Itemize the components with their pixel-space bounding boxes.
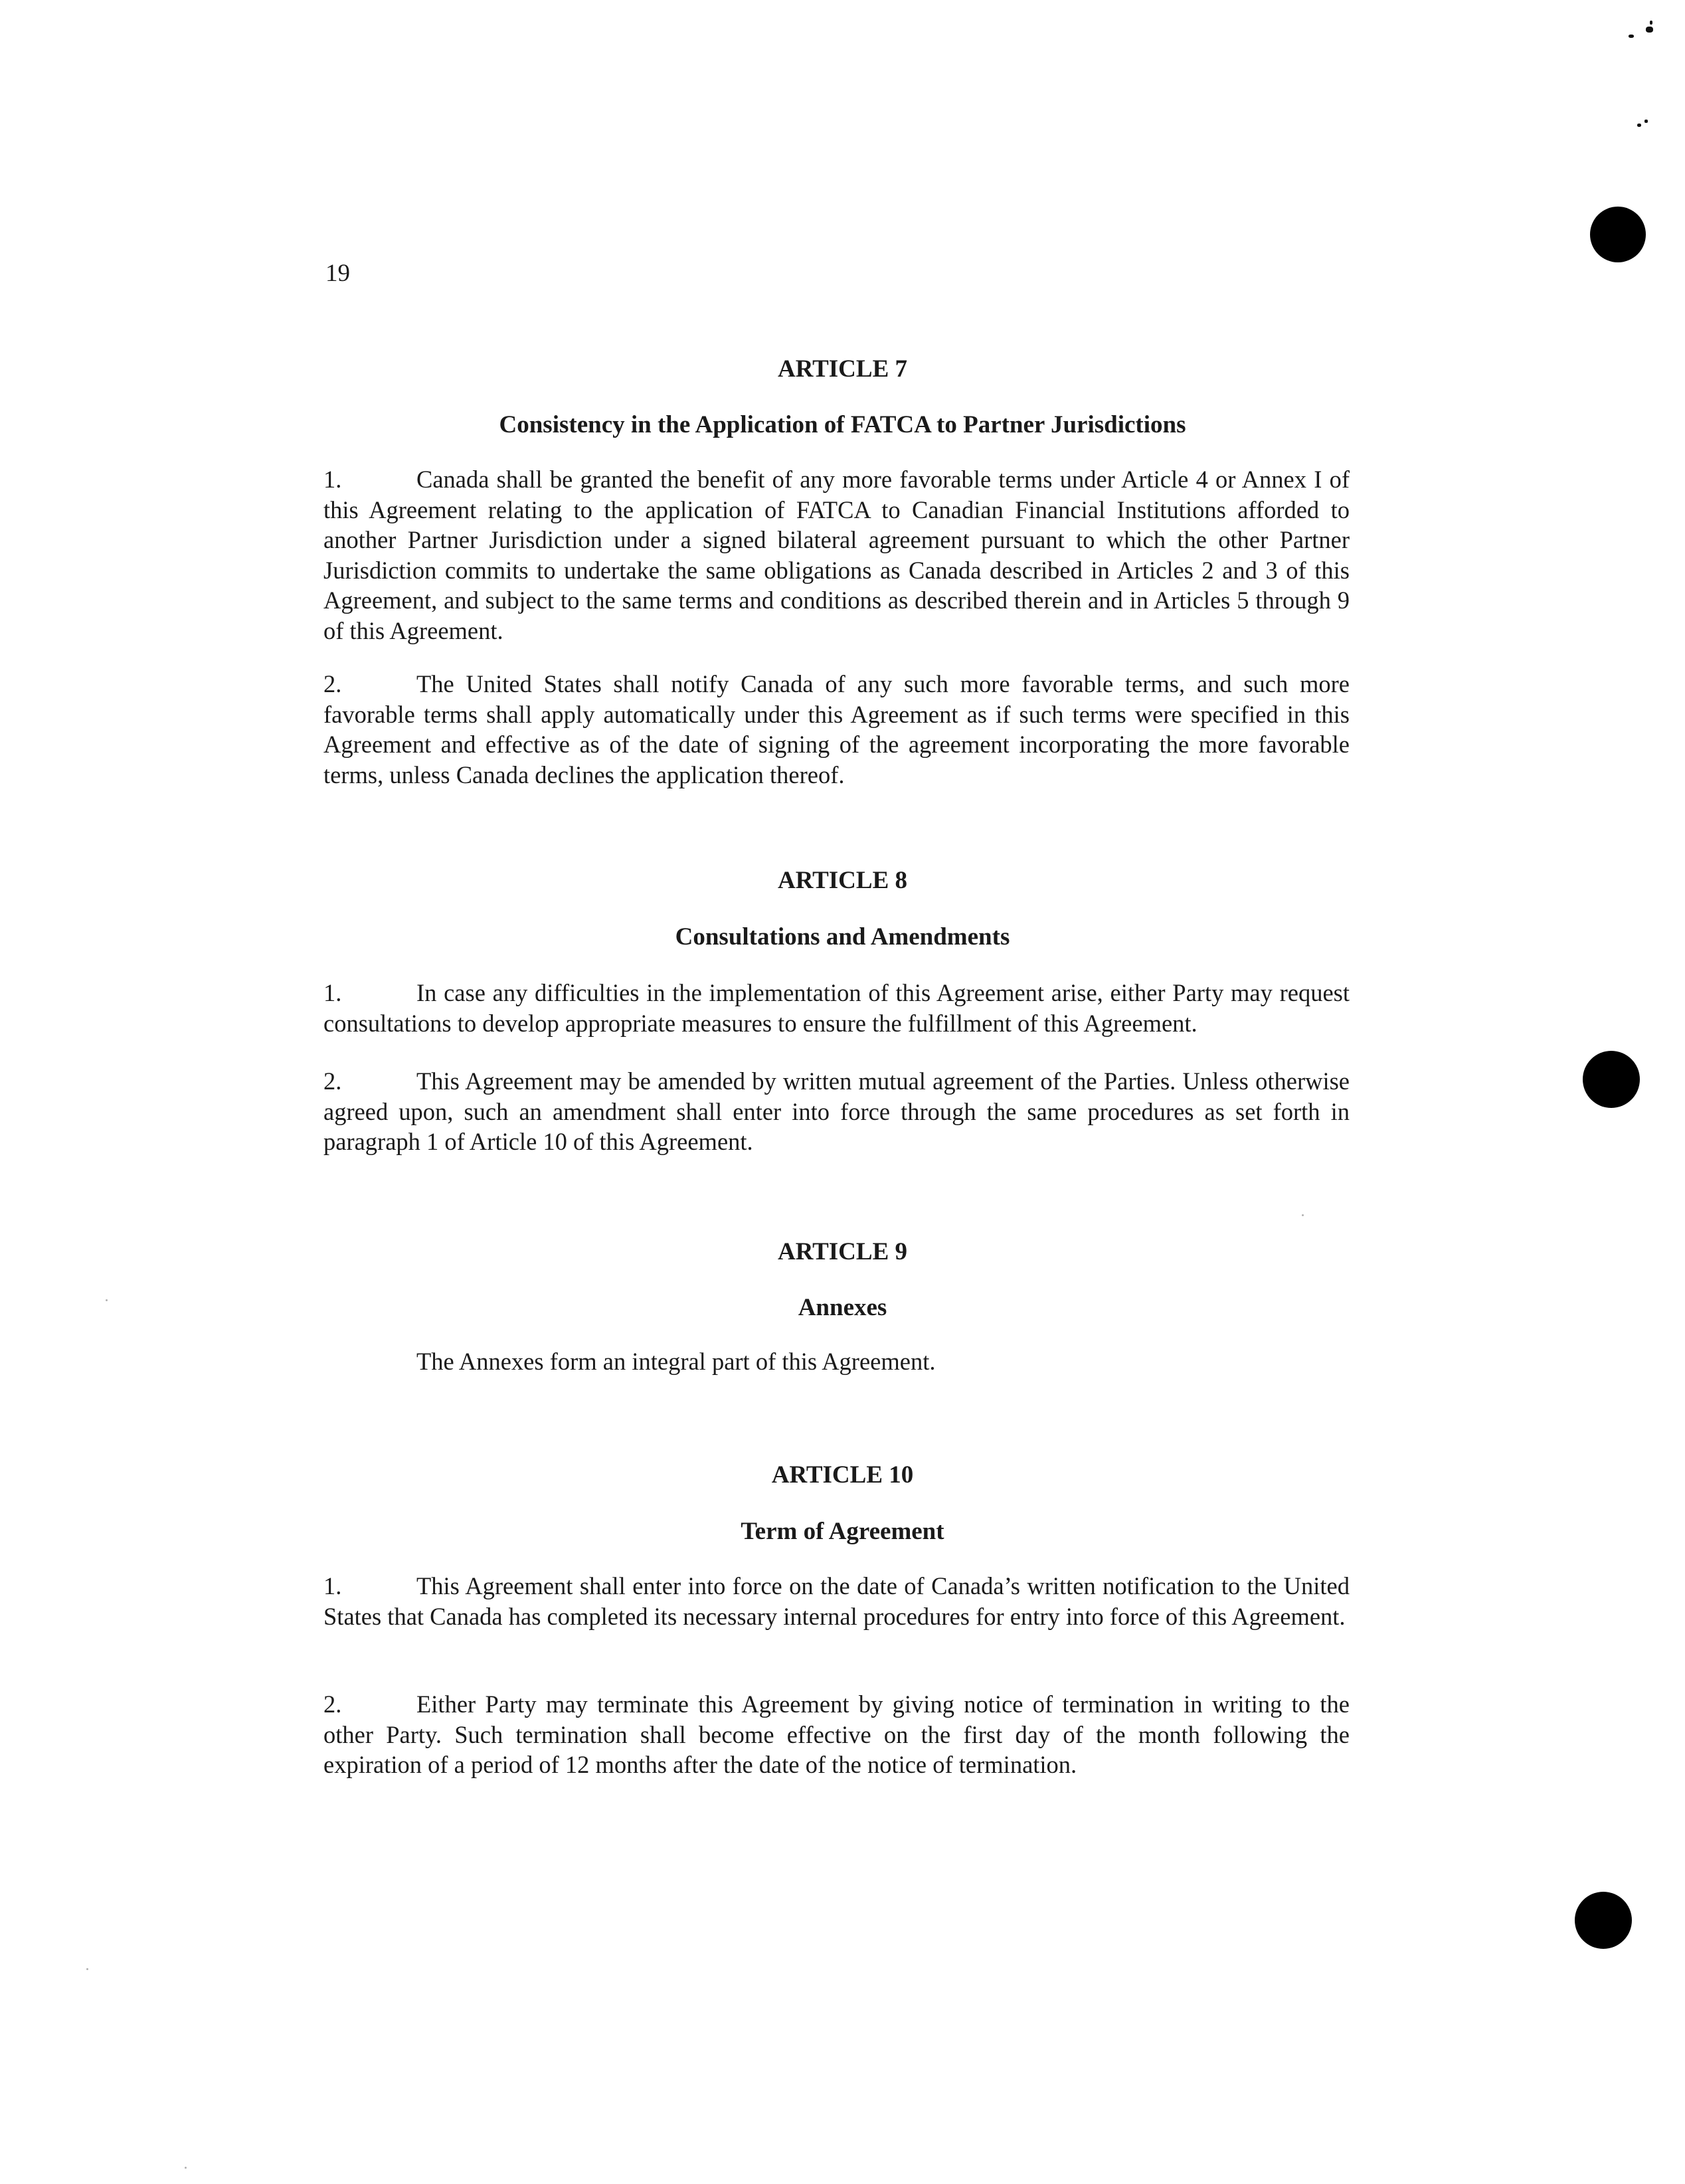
paragraph-number: 1. [323,979,342,1006]
dust-mark [106,1299,108,1301]
paragraph-text: Canada shall be granted the benefit of any more favorable terms under Article 4 or Annex I of this Agreement relating to the application of FATCA to Canadian Financial Institutions afforded to another Partner Jurisdiction under a signed bilateral agreement pursuant to which the other Partner Jurisdiction commits to undertake the same obligations as Canada described in Articles 2 and 3 of this Agreement, and subject to the same terms and conditions as described therein and in Articles 5 through 9 of this Agreement. [323,466,1350,644]
article-9-title: ARTICLE 9 [777,1238,908,1265]
punch-hole-bottom [1575,1892,1632,1949]
article-8-subtitle: Consultations and Amendments [675,923,1010,951]
article-9-body: The Annexes form an integral part of this Agreement. [416,1348,936,1375]
scan-speck [1650,21,1652,25]
paragraph-text: This Agreement may be amended by written mutual agreement of the Parties. Unless otherwise agreed upon, such an amendment shall enter into force through the same procedures as set forth in paragraph 1 of Article 10 of this Agreement. [323,1067,1350,1155]
paragraph-text: In case any difficulties in the implementation of this Agreement arise, either Party may request consultations to develop appropriate measures to ensure the fulfillment of this Agreement. [323,979,1350,1037]
paragraph-number: 2. [323,1067,342,1095]
article-10-subtitle: Term of Agreement [741,1518,944,1545]
punch-hole-top [1590,207,1646,262]
article-7-title: ARTICLE 7 [777,355,908,383]
scan-speck [1637,124,1641,127]
article-9-subtitle: Annexes [798,1294,887,1321]
article-8-title: ARTICLE 8 [777,867,908,894]
article-10-paragraph-1 [323,1571,1350,1631]
article-10-paragraph-2 [323,1689,1350,1780]
scan-speck [1644,120,1648,123]
paragraph-text: The United States shall notify Canada of any such more favorable terms, and such more favorable terms shall apply automatically under this Agreement as if such terms were specified in this Agreement and effective as of the date of signing of the agreement incorporating the more favorable terms, unless Canada declines the application thereof. [323,670,1350,788]
article-7-subtitle: Consistency in the Application of FATCA to Partner Jurisdictions [499,411,1186,438]
paragraph-text: Either Party may terminate this Agreement by giving notice of termination in writing to the other Party. Such termination shall become effective on the first day of the month following the expiration of a period of 12 months after the date of the notice of termination. [323,1690,1350,1778]
article-10-title: ARTICLE 10 [771,1461,914,1489]
punch-hole-middle [1583,1051,1640,1108]
article-8-paragraph-1 [323,978,1350,1038]
article-7-paragraph-2 [323,669,1350,790]
paragraph-number: 1. [323,466,342,493]
paragraph-number: 2. [323,670,342,697]
page-number: 19 [325,260,350,287]
dust-mark [1302,1214,1304,1216]
article-7-paragraph-1 [323,464,1350,646]
article-8-paragraph-2 [323,1066,1350,1157]
dust-mark [185,2167,187,2169]
paragraph-number: 1. [323,1572,342,1599]
scan-speck [1646,27,1653,33]
paragraph-text: This Agreement shall enter into force on the date of Canada’s written notification to the United States that Canada has completed its necessary internal procedures for entry into force of this Agreement. [323,1572,1350,1630]
dust-mark [86,1968,88,1970]
scan-speck [1629,35,1634,38]
paragraph-number: 2. [323,1690,342,1718]
